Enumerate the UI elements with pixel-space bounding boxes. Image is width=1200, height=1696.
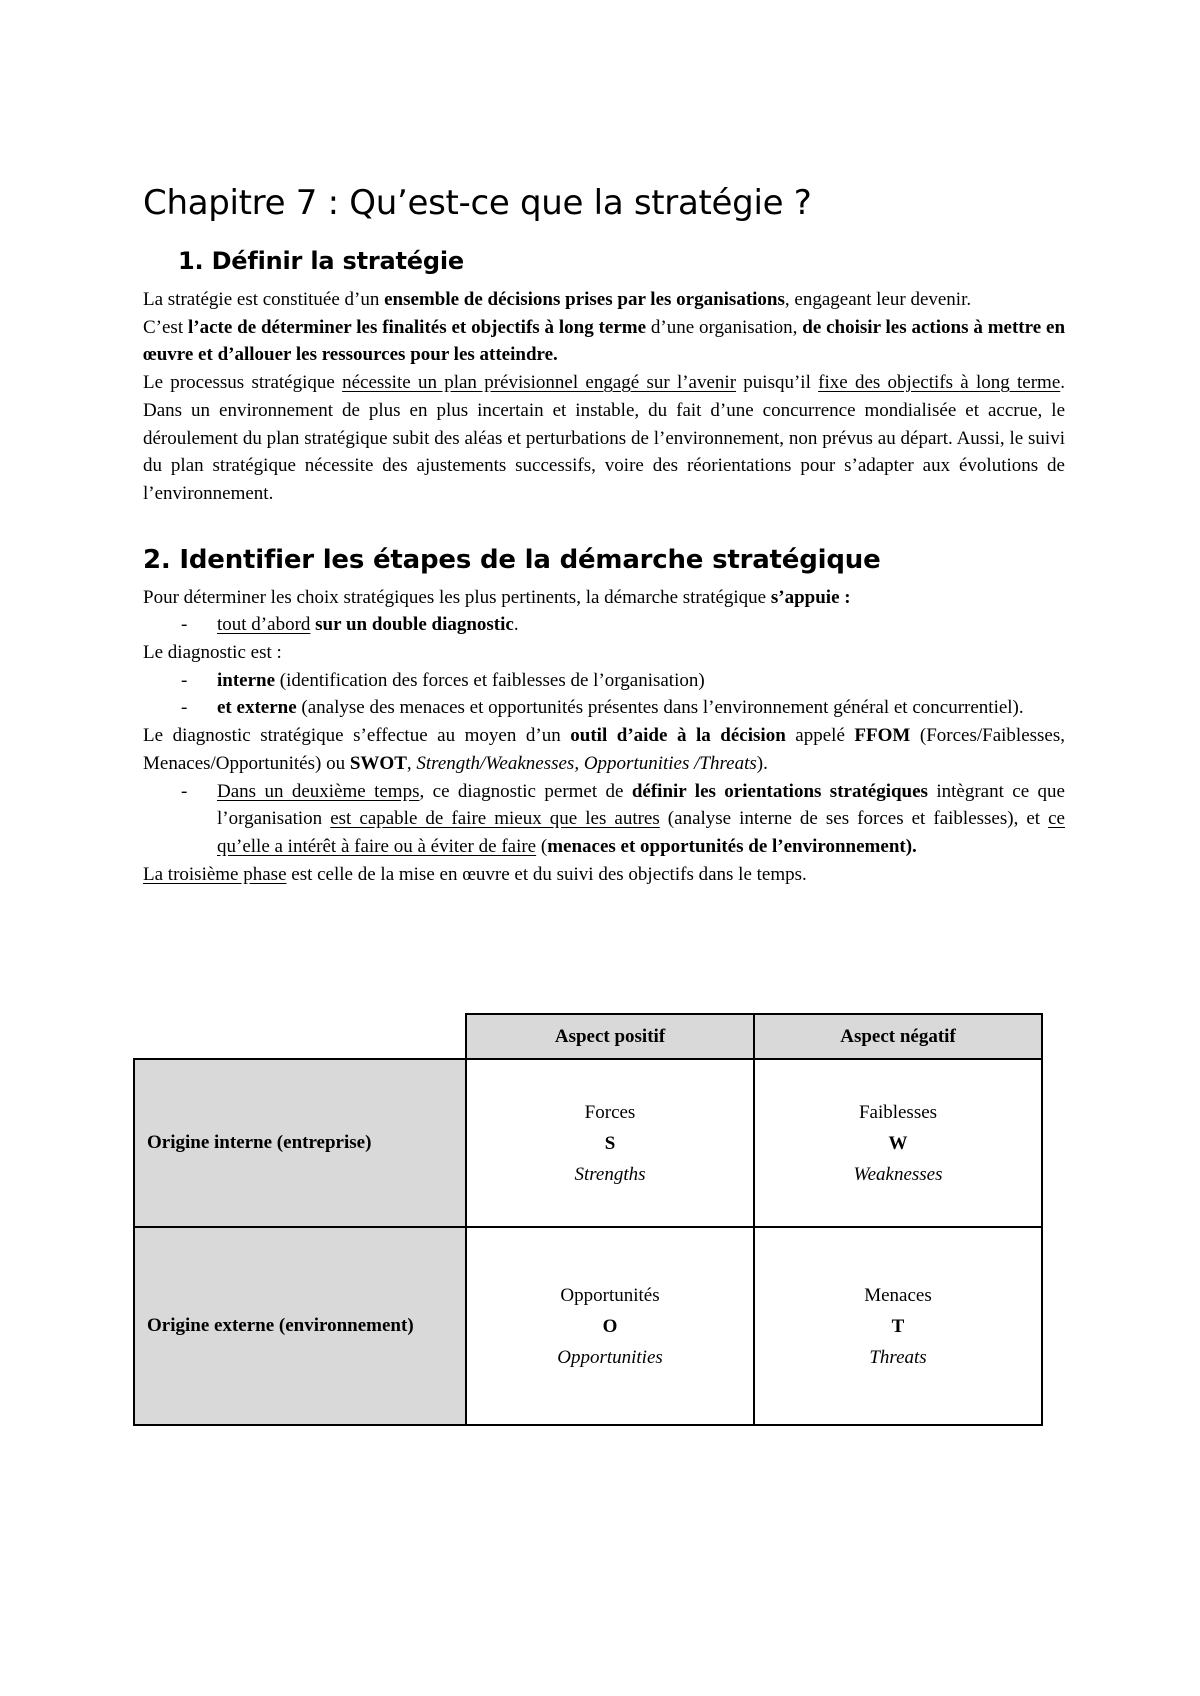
third-phase-paragraph: La troisième phase est celle de la mise en œuvre et du suivi des objectifs dans le temps. — [143, 863, 807, 885]
swot-table — [133, 1013, 1043, 1426]
section-2-heading: 2. Identifier les étapes de la démarche stratégique — [143, 544, 881, 575]
swot-cell-french-label: Menaces — [864, 1284, 932, 1306]
chapter-title: Chapitre 7 : Qu’est-ce que la stratégie ? — [143, 183, 812, 223]
swot-cell-letter: T — [891, 1315, 905, 1337]
swot-cell-english-label: Opportunities — [557, 1346, 663, 1368]
swot-cell-french-label: Opportunités — [560, 1284, 660, 1306]
diagnostic-list-2 — [143, 667, 1065, 722]
swot-cell-letter: W — [888, 1132, 908, 1154]
swot-cell-english-label: Strengths — [574, 1163, 646, 1185]
swot-cell-strengths — [466, 1059, 754, 1227]
section-1-paragraph-3: Le processus stratégique nécessite un plan prévisionnel engagé sur l’avenir puisqu’il fixe des objectifs à long terme. Dans un environnement de plus en plus incertain et instable, du fait d’une concurrence mondialisée et accrue, le déroulement du plan stratégique subit des aléas et perturbations de l’environnement, non prévus au départ. Aussi, le suivi du plan stratégique nécessite des ajustements successifs, voire des réorientations pour s’adapter aux évolutions de l’environnement. — [143, 372, 1065, 504]
section-1-paragraph-2: C’est l’acte de déterminer les finalités et objectifs à long terme d’une organisation, de choisir les actions à mettre en œuvre et d’allouer les ressources pour les atteindre. — [143, 316, 1066, 366]
swot-row-label: Origine externe (environnement) — [134, 1227, 466, 1425]
swot-header-row — [134, 1014, 1042, 1059]
section-1-heading: 1. Définir la stratégie — [178, 247, 464, 275]
diagnostic-list-3 — [143, 778, 1065, 861]
swot-row-external — [134, 1227, 1042, 1425]
diagnostic-list-1 — [143, 611, 1065, 639]
section-2-intro: Pour déterminer les choix stratégiques les plus pertinents, la démarche stratégique s’appuie : — [143, 586, 851, 608]
swot-cell-english-label: Threats — [869, 1346, 927, 1368]
swot-cell-letter: O — [602, 1315, 618, 1337]
section-1-paragraph-1: La stratégie est constituée d’un ensemble de décisions prises par les organisations, engageant leur devenir. — [143, 289, 972, 310]
swot-cell-english-label: Weaknesses — [853, 1163, 943, 1185]
list-item-double-diagnostic: - tout d’abord sur un double diagnostic. — [143, 611, 1065, 639]
swot-cell-letter: S — [604, 1132, 616, 1154]
swot-cell-opportunities — [466, 1227, 754, 1425]
list-item-internal: - interne (identification des forces et faiblesses de l’organisation) — [143, 667, 1065, 695]
document-content — [143, 180, 1065, 888]
diagnostic-label: Le diagnostic est : — [143, 642, 282, 664]
swot-header-negative: Aspect négatif — [754, 1014, 1042, 1059]
swot-row-internal — [134, 1059, 1042, 1227]
swot-header-positive: Aspect positif — [466, 1014, 754, 1059]
list-item-external: - et externe (analyse des menaces et opportunités présentes dans l’environnement général et concurrentiel). — [143, 694, 1065, 722]
swot-cell-weaknesses — [754, 1059, 1042, 1227]
swot-paragraph: Le diagnostic stratégique s’effectue au moyen d’un outil d’aide à la décision appelé FFOM (Forces/Faiblesses, Menaces/Opportunités) ou SWOT, Strength/Weaknesses, Opportunities /Threats). — [143, 725, 1066, 774]
swot-cell-french-label: Forces — [584, 1101, 636, 1123]
swot-cell-french-label: Faiblesses — [858, 1101, 938, 1123]
swot-row-label: Origine interne (entreprise) — [134, 1059, 466, 1227]
swot-corner-cell — [134, 1014, 466, 1059]
list-item-second-phase: - Dans un deuxième temps, ce diagnostic permet de définir les orientations stratégiques intègrant ce que l’organisation est capable de faire mieux que les autres (analyse interne de ses forces et faiblesses), et ce qu’elle a intérêt à faire ou à éviter de faire (menaces et opportunités de l’environnement). — [143, 778, 1065, 861]
swot-cell-threats — [754, 1227, 1042, 1425]
